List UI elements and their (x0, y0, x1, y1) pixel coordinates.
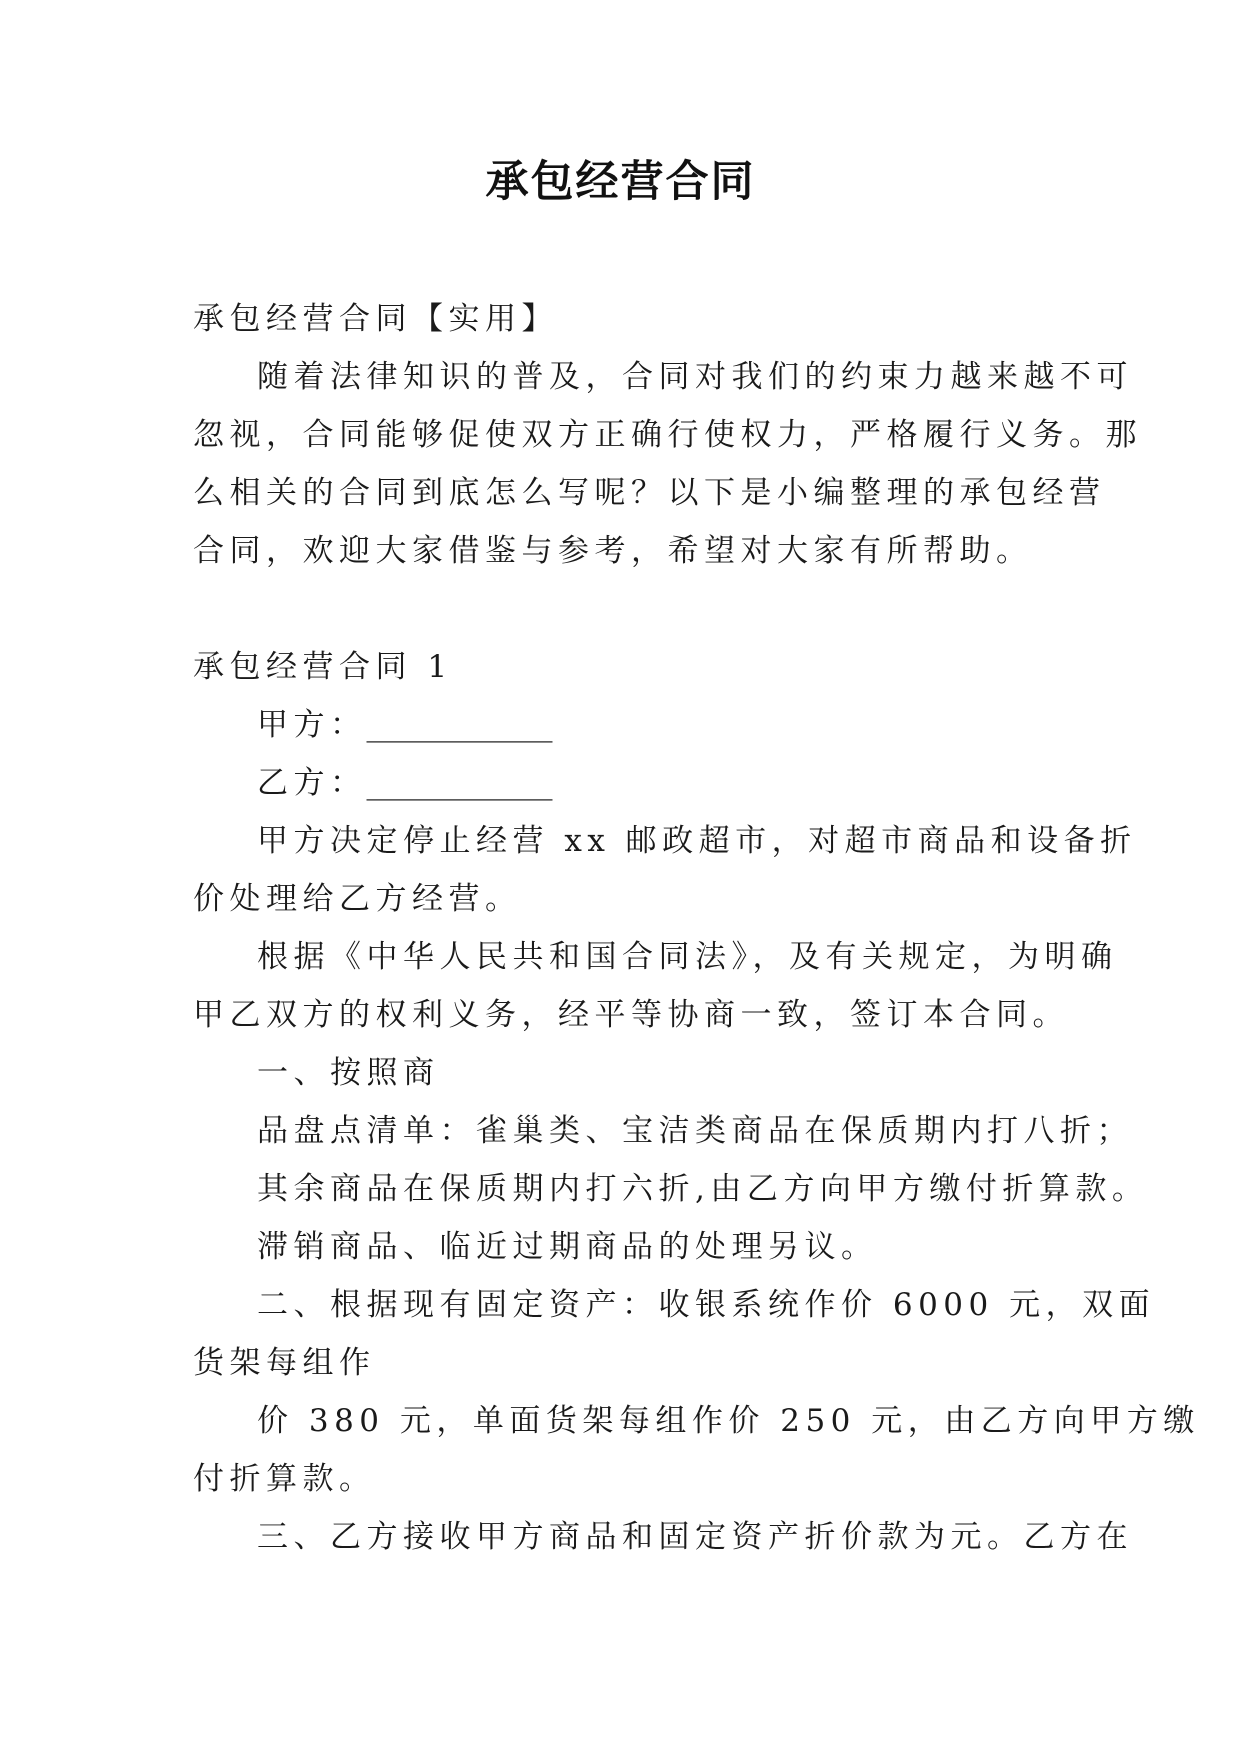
document-title: 承包经营合同 (485, 157, 756, 207)
clause-line: 付折算款。 (193, 1461, 376, 1497)
paragraph-line: 根据《中华人民共和国合同法》，及有关规定，为明确 (257, 939, 1118, 975)
party-a-blank: ____________ (366, 707, 553, 743)
paragraph-line: 忽视，合同能够促使双方正确行使权力，严格履行义务。那 (193, 417, 1142, 453)
paragraph-line: 合同，欢迎大家借鉴与参考，希望对大家有所帮助。 (193, 533, 1033, 569)
paragraph-gap (193, 580, 1055, 638)
party-b-label: 乙方： (257, 765, 367, 801)
section-heading: 承包经营合同 1 (193, 649, 453, 685)
clause-line: 货架每组作 (193, 1345, 376, 1381)
clause-line: 滞销商品、临近过期商品的处理另议。 (257, 1229, 878, 1265)
paragraph-line: 么相关的合同到底怎么写呢？以下是小编整理的承包经营 (193, 475, 1106, 511)
clause-line: 其余商品在保质期内打六折,由乙方向甲方缴付折算款。 (257, 1171, 1149, 1207)
party-b-line (193, 754, 1055, 812)
party-a-line (193, 696, 1055, 754)
paragraph-line: 甲方决定停止经营 xx 邮政超市，对超市商品和设备折 (257, 823, 1137, 859)
paragraph-line: 随着法律知识的普及，合同对我们的约束力越来越不可 (257, 359, 1133, 395)
party-a-label: 甲方： (257, 707, 367, 743)
party-b-blank: ____________ (366, 765, 553, 801)
clause-line: 价 380 元，单面货架每组作价 250 元，由乙方向甲方缴 (257, 1403, 1200, 1439)
paragraph-line: 甲乙双方的权利义务，经平等协商一致，签订本合同。 (193, 997, 1069, 1033)
clause-line: 一、按照商 (257, 1055, 440, 1091)
document-body (193, 290, 1200, 1566)
clause-line: 三、乙方接收甲方商品和固定资产折价款为元。乙方在 (257, 1519, 1133, 1555)
paragraph-line: 价处理给乙方经营。 (193, 881, 522, 917)
subtitle-line: 承包经营合同【实用】 (193, 301, 558, 337)
clause-line: 二、根据现有固定资产：收银系统作价 6000 元，双面 (257, 1287, 1156, 1323)
clause-line: 品盘点清单：雀巢类、宝洁类商品在保质期内打八折； (257, 1113, 1133, 1149)
